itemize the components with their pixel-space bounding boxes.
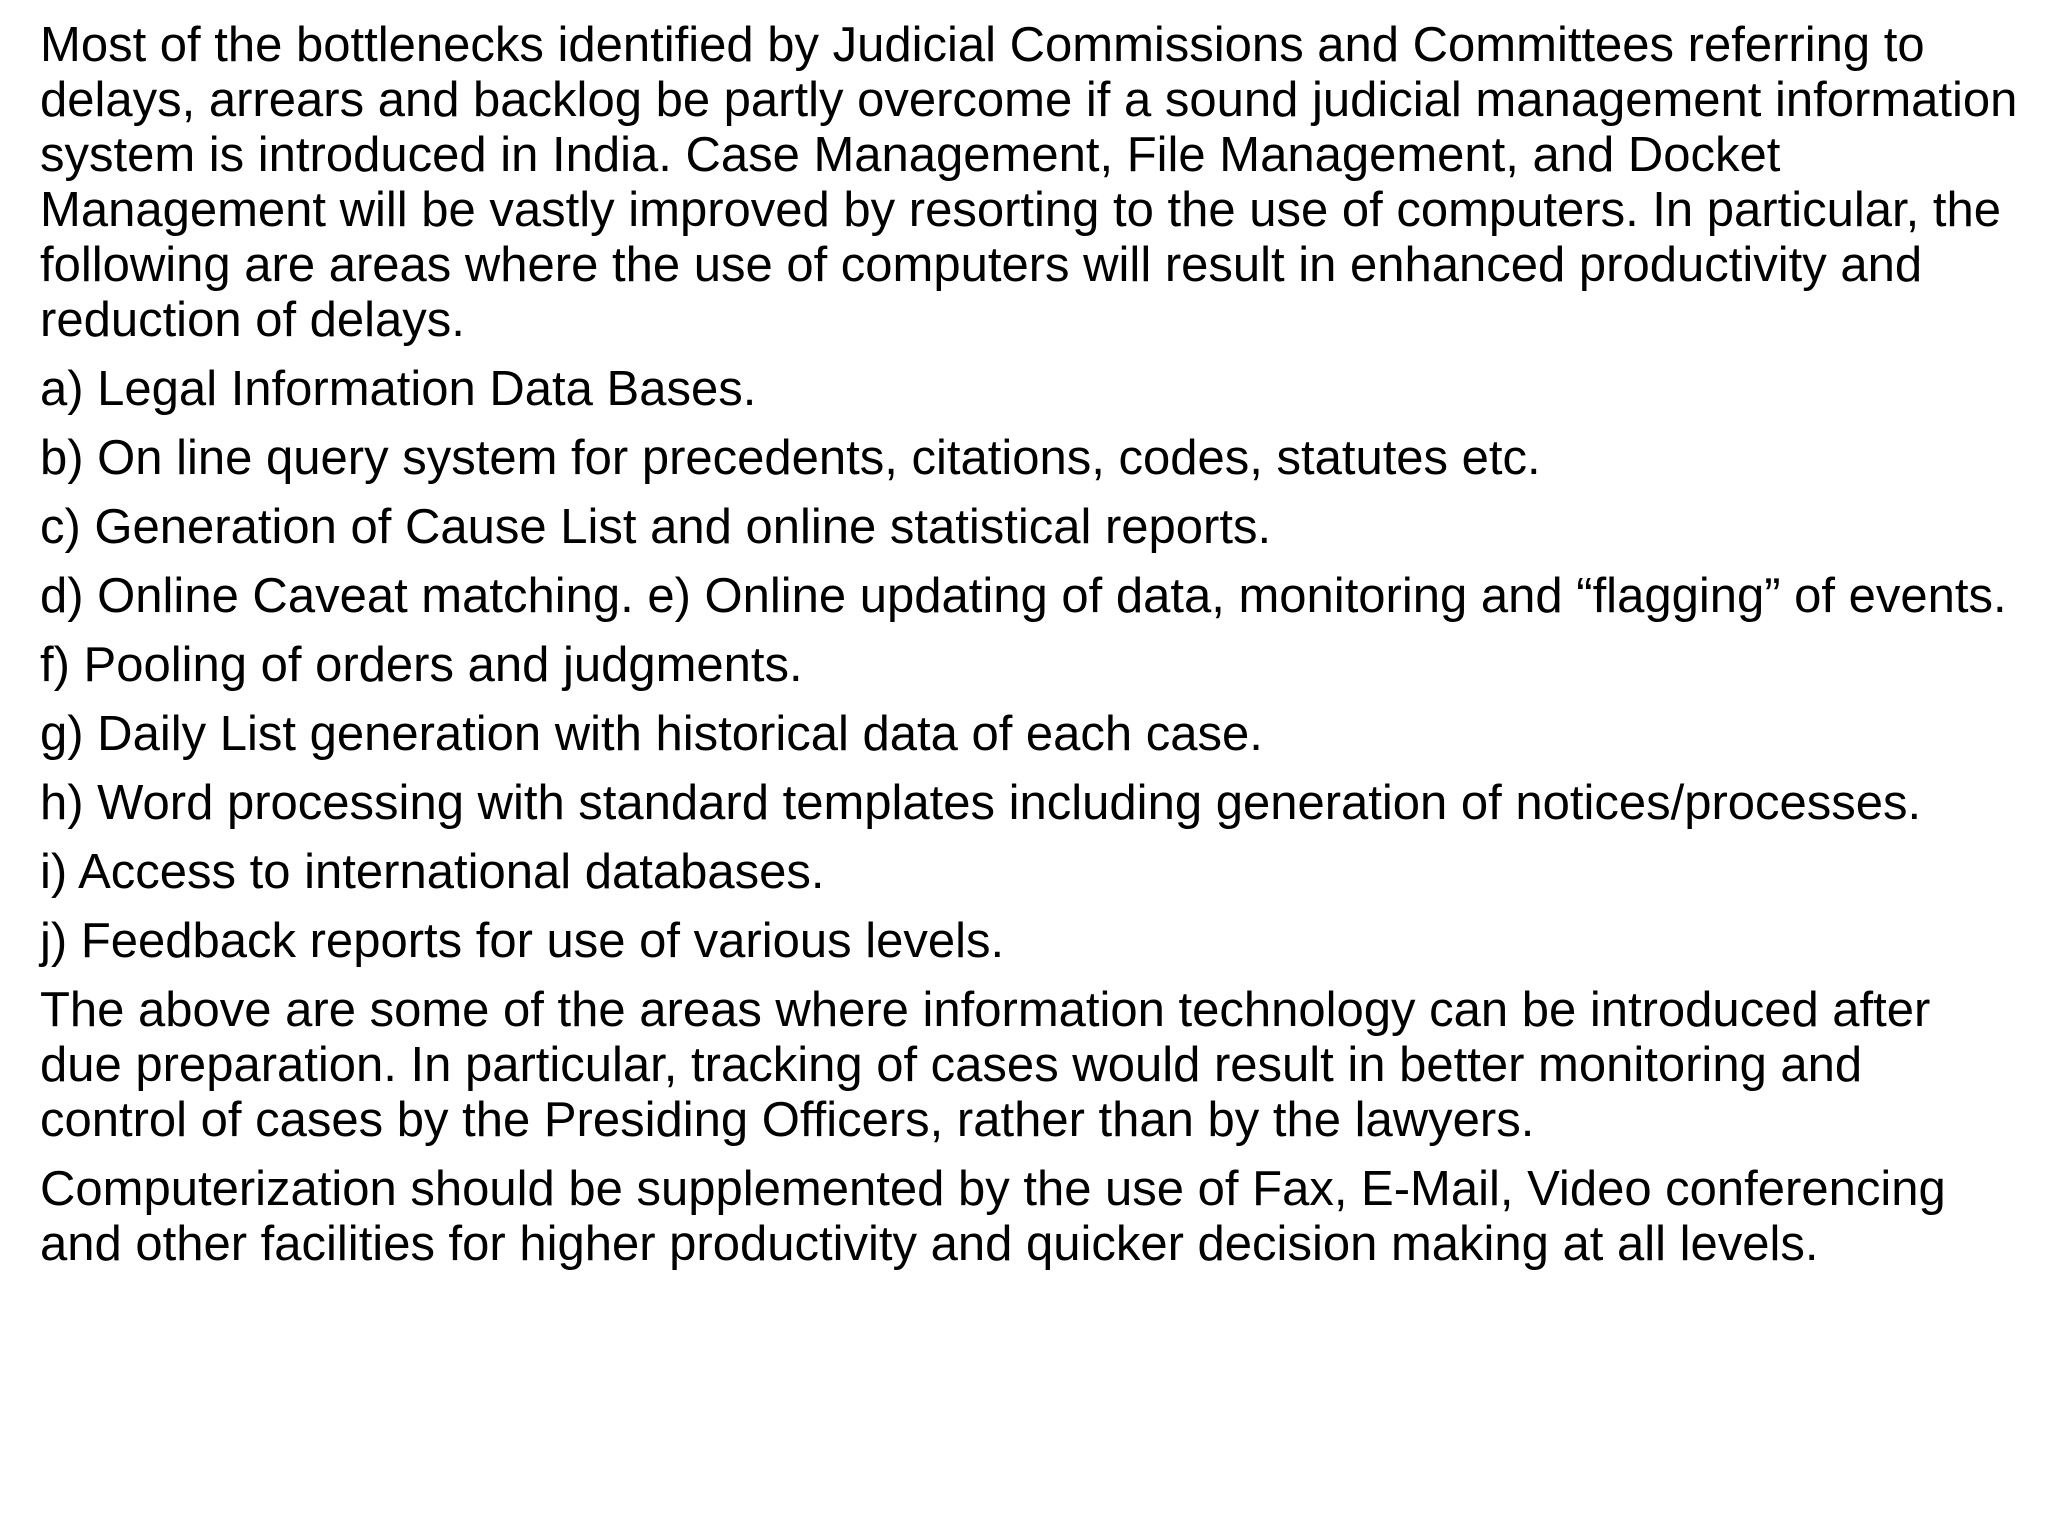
list-item-h: h) Word processing with standard templates including generation of notices/processes.	[40, 776, 1922, 830]
closing-paragraph: Computerization should be supplemented by the use of Fax, E-Mail, Video conferencing and other facilities for higher productivity and quicker decision making at all levels.	[40, 1162, 1946, 1271]
list-item-c: c) Generation of Cause List and online statistical reports.	[40, 500, 1272, 554]
list-item-j: j) Feedback reports for use of various levels.	[40, 914, 1005, 968]
list-item-a: a) Legal Information Data Bases.	[40, 362, 757, 416]
list-item-i: i) Access to international databases.	[40, 845, 825, 899]
summary-paragraph: The above are some of the areas where information technology can be introduced after due preparation. In particular, tracking of cases would result in better monitoring and control of cases by the Presiding Officers, rather than by the lawyers.	[40, 983, 1931, 1147]
list-item-d-e: d) Online Caveat matching. e) Online updating of data, monitoring and “flagging” of events.	[40, 569, 2007, 623]
list-item-g: g) Daily List generation with historical data of each case.	[40, 707, 1263, 761]
intro-paragraph: Most of the bottlenecks identified by Judicial Commissions and Committees referring to delays, arrears and backlog be partly overcome if a sound judicial management information system is introduced in India. Case Management, File Management, and Docket Management will be vastly improved by resorting to the use of computers. In particular, the following are areas where the use of computers will result in enhanced productivity and reduction of delays.	[40, 18, 2018, 347]
slide-text-body	[40, 18, 2020, 1286]
list-item-f: f) Pooling of orders and judgments.	[40, 638, 803, 692]
list-item-b: b) On line query system for precedents, citations, codes, statutes etc.	[40, 431, 1541, 485]
